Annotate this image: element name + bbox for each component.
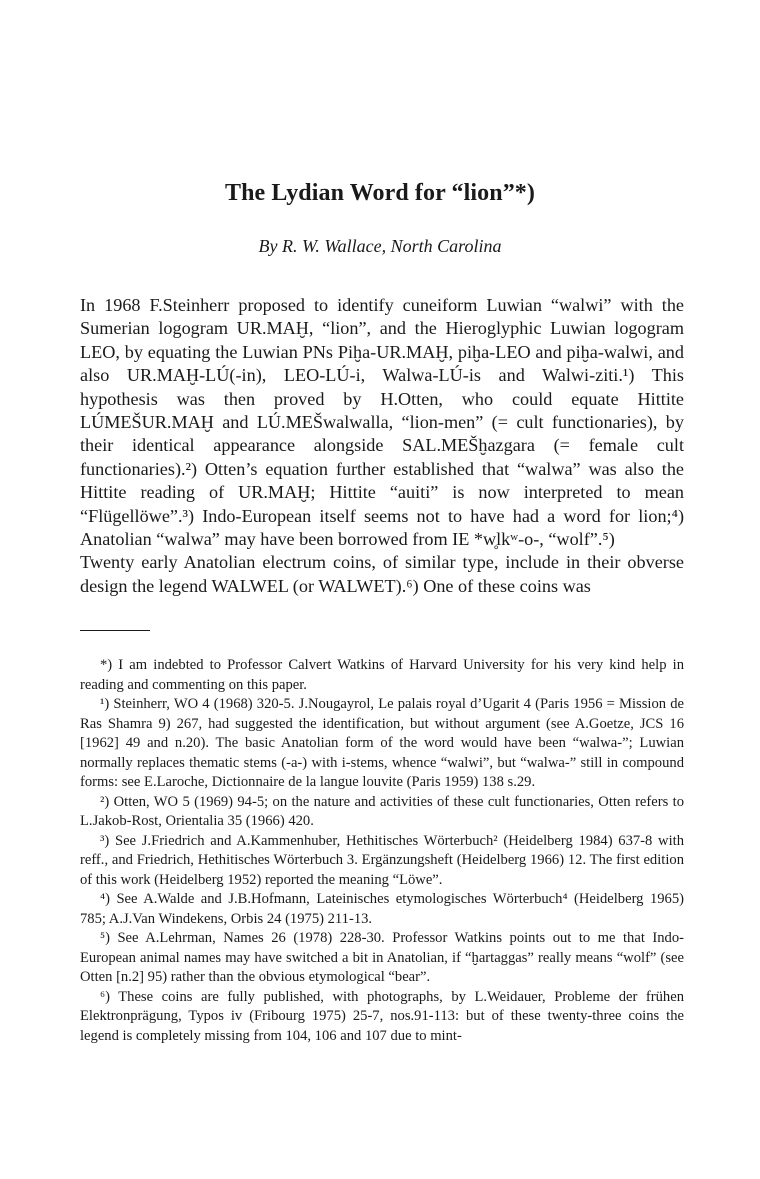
byline: By R. W. Wallace, North Carolina bbox=[258, 236, 502, 256]
body-paragraph-2: Twenty early Anatolian electrum coins, of similar type, include in their obverse design the legend WALWEL (or WALWET).⁶) One of these coins was bbox=[80, 552, 684, 596]
footnotes bbox=[80, 656, 684, 1046]
footnote-3: ³) See J.Friedrich and A.Kammenhuber, Hethitisches Wörterbuch² (Heidelberg 1984) 637-8 with reff., and Friedrich, Hethitisches Wörterbuch 3. Ergänzungsheft (Heidelberg 1966) 12. The first edition of this work (Heidelberg 1952) reported the meaning “Löwe”. bbox=[80, 832, 684, 888]
footnote-1: ¹) Steinherr, WO 4 (1968) 320-5. J.Nougayrol, Le palais royal d’Ugarit 4 (Paris 1956 = Mission de Ras Shamra 9) 267, had suggested the identification, but without argument (see A.Goetze, JCS 16 [1962] 49 and n.20). The basic Anatolian form of the word would have been “walwa-”; Luwian normally replaces thematic stems (-a-) with i-stems, whence “walwi”, but “walwa-” still in compound forms: see E.Laroche, Dictionnaire de la langue louvite (Paris 1959) 138 s.29. bbox=[80, 696, 684, 790]
article-title: The Lydian Word for “lion”*) bbox=[225, 180, 535, 206]
footnote-star: *) I am indebted to Professor Calvert Watkins of Harvard University for his very kind help in reading and commenting on this paper. bbox=[80, 657, 684, 693]
footnote-4: ⁴) See A.Walde and J.B.Hofmann, Lateinisches etymologisches Wörterbuch⁴ (Heidelberg 1965) 785; A.J.Van Windekens, Orbis 24 (1975) 211-13. bbox=[80, 891, 684, 927]
footnote-2: ²) Otten, WO 5 (1969) 94-5; on the nature and activities of these cult functionaries, Otten refers to L.Jakob-Rost, Orientalia 35 (1966) 420. bbox=[80, 793, 684, 829]
footnote-5: ⁵) See A.Lehrman, Names 26 (1978) 228-30. Professor Watkins points out to me that Indo-European animal names may have switched a bit in Anatolian, if “ḫartaggas” really means “wolf” (see Otten [n.2] 95) rather than the obvious etymological “bear”. bbox=[80, 930, 684, 985]
footnote-divider bbox=[80, 630, 150, 631]
main-text bbox=[80, 294, 684, 598]
body-paragraph-1: In 1968 F.Steinherr proposed to identify cuneiform Luwian “walwi” with the Sumerian logogram UR.MAḪ, “lion”, and the Hieroglyphic Luwian logogram LEO, by equating the Luwian PNs Piḫa-UR.MAḪ, piḫa-LEO and piḫa-walwi, and also UR.MAḪ-LÚ(-in), LEO-LÚ-i, Walwa-LÚ-is and Walwi-ziti.¹) This hypothesis was then proved by H.Otten, who could equate Hittite LÚMEŠUR.MAḪ and LÚ.MEŠwalwalla, “lion-men” (= cult functionaries), by their identical appearance alongside SAL.MEŠḫazgara (= female cult functionaries).²) Otten’s equation further established that “walwa” was also the Hittite reading of UR.MAḪ; Hittite “auiti” is now interpreted to mean “Flügellöwe”.³) Indo-European itself seems not to have had a word for lion;⁴) Anatolian “walwa” may have been borrowed from IE *w̥lkʷ-o-, “wolf”.⁵) bbox=[80, 295, 684, 550]
footnote-6: ⁶) These coins are fully published, with photographs, by L.Weidauer, Probleme der frühen Elektronprägung, Typos iv (Fribourg 1975) 25-7, nos.91-113: but of these twenty-three coins the legend is completely missing from 104, 106 and 107 due to mint- bbox=[80, 988, 684, 1044]
